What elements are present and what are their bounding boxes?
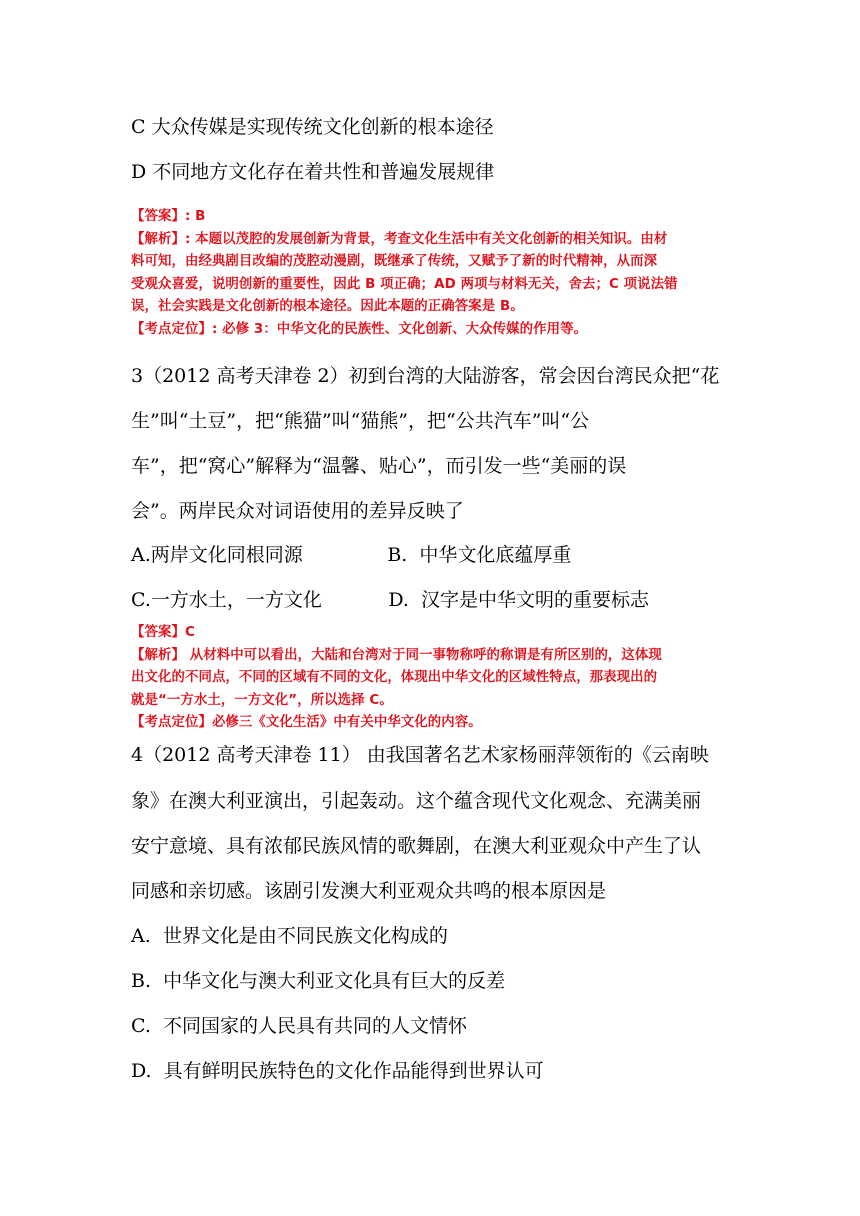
q3-knowledge-point: 【考点定位】必修三《文化生活》中有关中华文化的内容。 <box>131 715 482 730</box>
q3-analysis-line: 【解析】 从材料中可以看出，大陆和台湾对于同一事物称呼的称谓是有所区别的，这体现 <box>131 647 662 663</box>
q4-option-c: C. 不同国家的人民具有共同的人文情怀 <box>131 1015 467 1037</box>
q4-option-b: B. 中华文化与澳大利亚文化具有巨大的反差 <box>131 970 506 992</box>
q3-stem-line: 会”。两岸民众对词语使用的差异反映了 <box>131 500 464 522</box>
q3-stem-line: 车”，把“窝心”解释为“温馨、贴心”，而引发一些“美丽的误 <box>131 455 627 477</box>
q4-stem-line: 象》在澳大利亚演出，引起轰动。这个蕴含现代文化观念、充满美丽 <box>131 790 702 812</box>
q4-stem-line: 同感和亲切感。该剧引发澳大利亚观众共鸣的根本原因是 <box>131 880 607 902</box>
q3-analysis-line: 出文化的不同点，不同的区域有不同的文化，体现出中华文化的区域性特点，那表现出的 <box>131 670 658 685</box>
q2-analysis-line: 【解析】: 本题以茂腔的发展创新为背景，考查文化生活中有关文化创新的相关知识。由材 <box>131 231 668 247</box>
q3-options-row-cd: C.一方水土，一方文化 D. 汉字是中华文明的重要标志 <box>131 589 650 611</box>
q2-analysis-line: 受观众喜爱，说明创新的重要性，因此 B 项正确；AD 两项与材料无关，舍去；C 项说法错 <box>131 276 678 292</box>
q4-stem-line: 4（2012 高考天津卷 11） 由我国著名艺术家杨丽萍领衔的《云南映 <box>131 744 709 766</box>
q2-knowledge-point: 【考点定位】: 必修 3：中华文化的民族性、文化创新、大众传媒的作用等。 <box>131 321 588 337</box>
q2-analysis-line: 料可知，由经典剧目改编的茂腔动漫剧，既继承了传统，又赋予了新的时代精神，从而深 <box>131 254 658 269</box>
q4-option-d: D. 具有鲜明民族特色的文化作品能得到世界认可 <box>131 1060 544 1082</box>
q2-answer-box <box>131 206 741 341</box>
q2-option-d: D 不同地方文化存在着共性和普遍发展规律 <box>131 161 495 183</box>
q3-options-row-ab: A.两岸文化同根同源 B. 中华文化底蕴厚重 <box>131 544 572 566</box>
q3-answer-box <box>131 622 741 735</box>
q3-stem-line: 3（2012 高考天津卷 2）初到台湾的大陆游客，常会因台湾民众把“花 <box>131 365 720 387</box>
q4-option-a: A. 世界文化是由不同民族文化构成的 <box>131 925 448 947</box>
q2-analysis-line: 误，社会实践是文化创新的根本途径。因此本题的正确答案是 B。 <box>131 299 524 314</box>
q4-stem-line: 安宁意境、具有浓郁民族风情的歌舞剧，在澳大利亚观众中产生了认 <box>131 835 702 857</box>
q2-option-c: C 大众传媒是实现传统文化创新的根本途径 <box>131 116 494 138</box>
q3-stem-line: 生”叫“土豆”，把“熊猫”叫“猫熊”，把“公共汽车”叫“公 <box>131 410 590 432</box>
q3-answer-label: 【答案】C <box>131 625 195 640</box>
q2-answer-label: 【答案】: B <box>131 209 206 224</box>
q3-analysis-line: 就是“一方水土，一方文化”，所以选择 C。 <box>131 692 393 708</box>
